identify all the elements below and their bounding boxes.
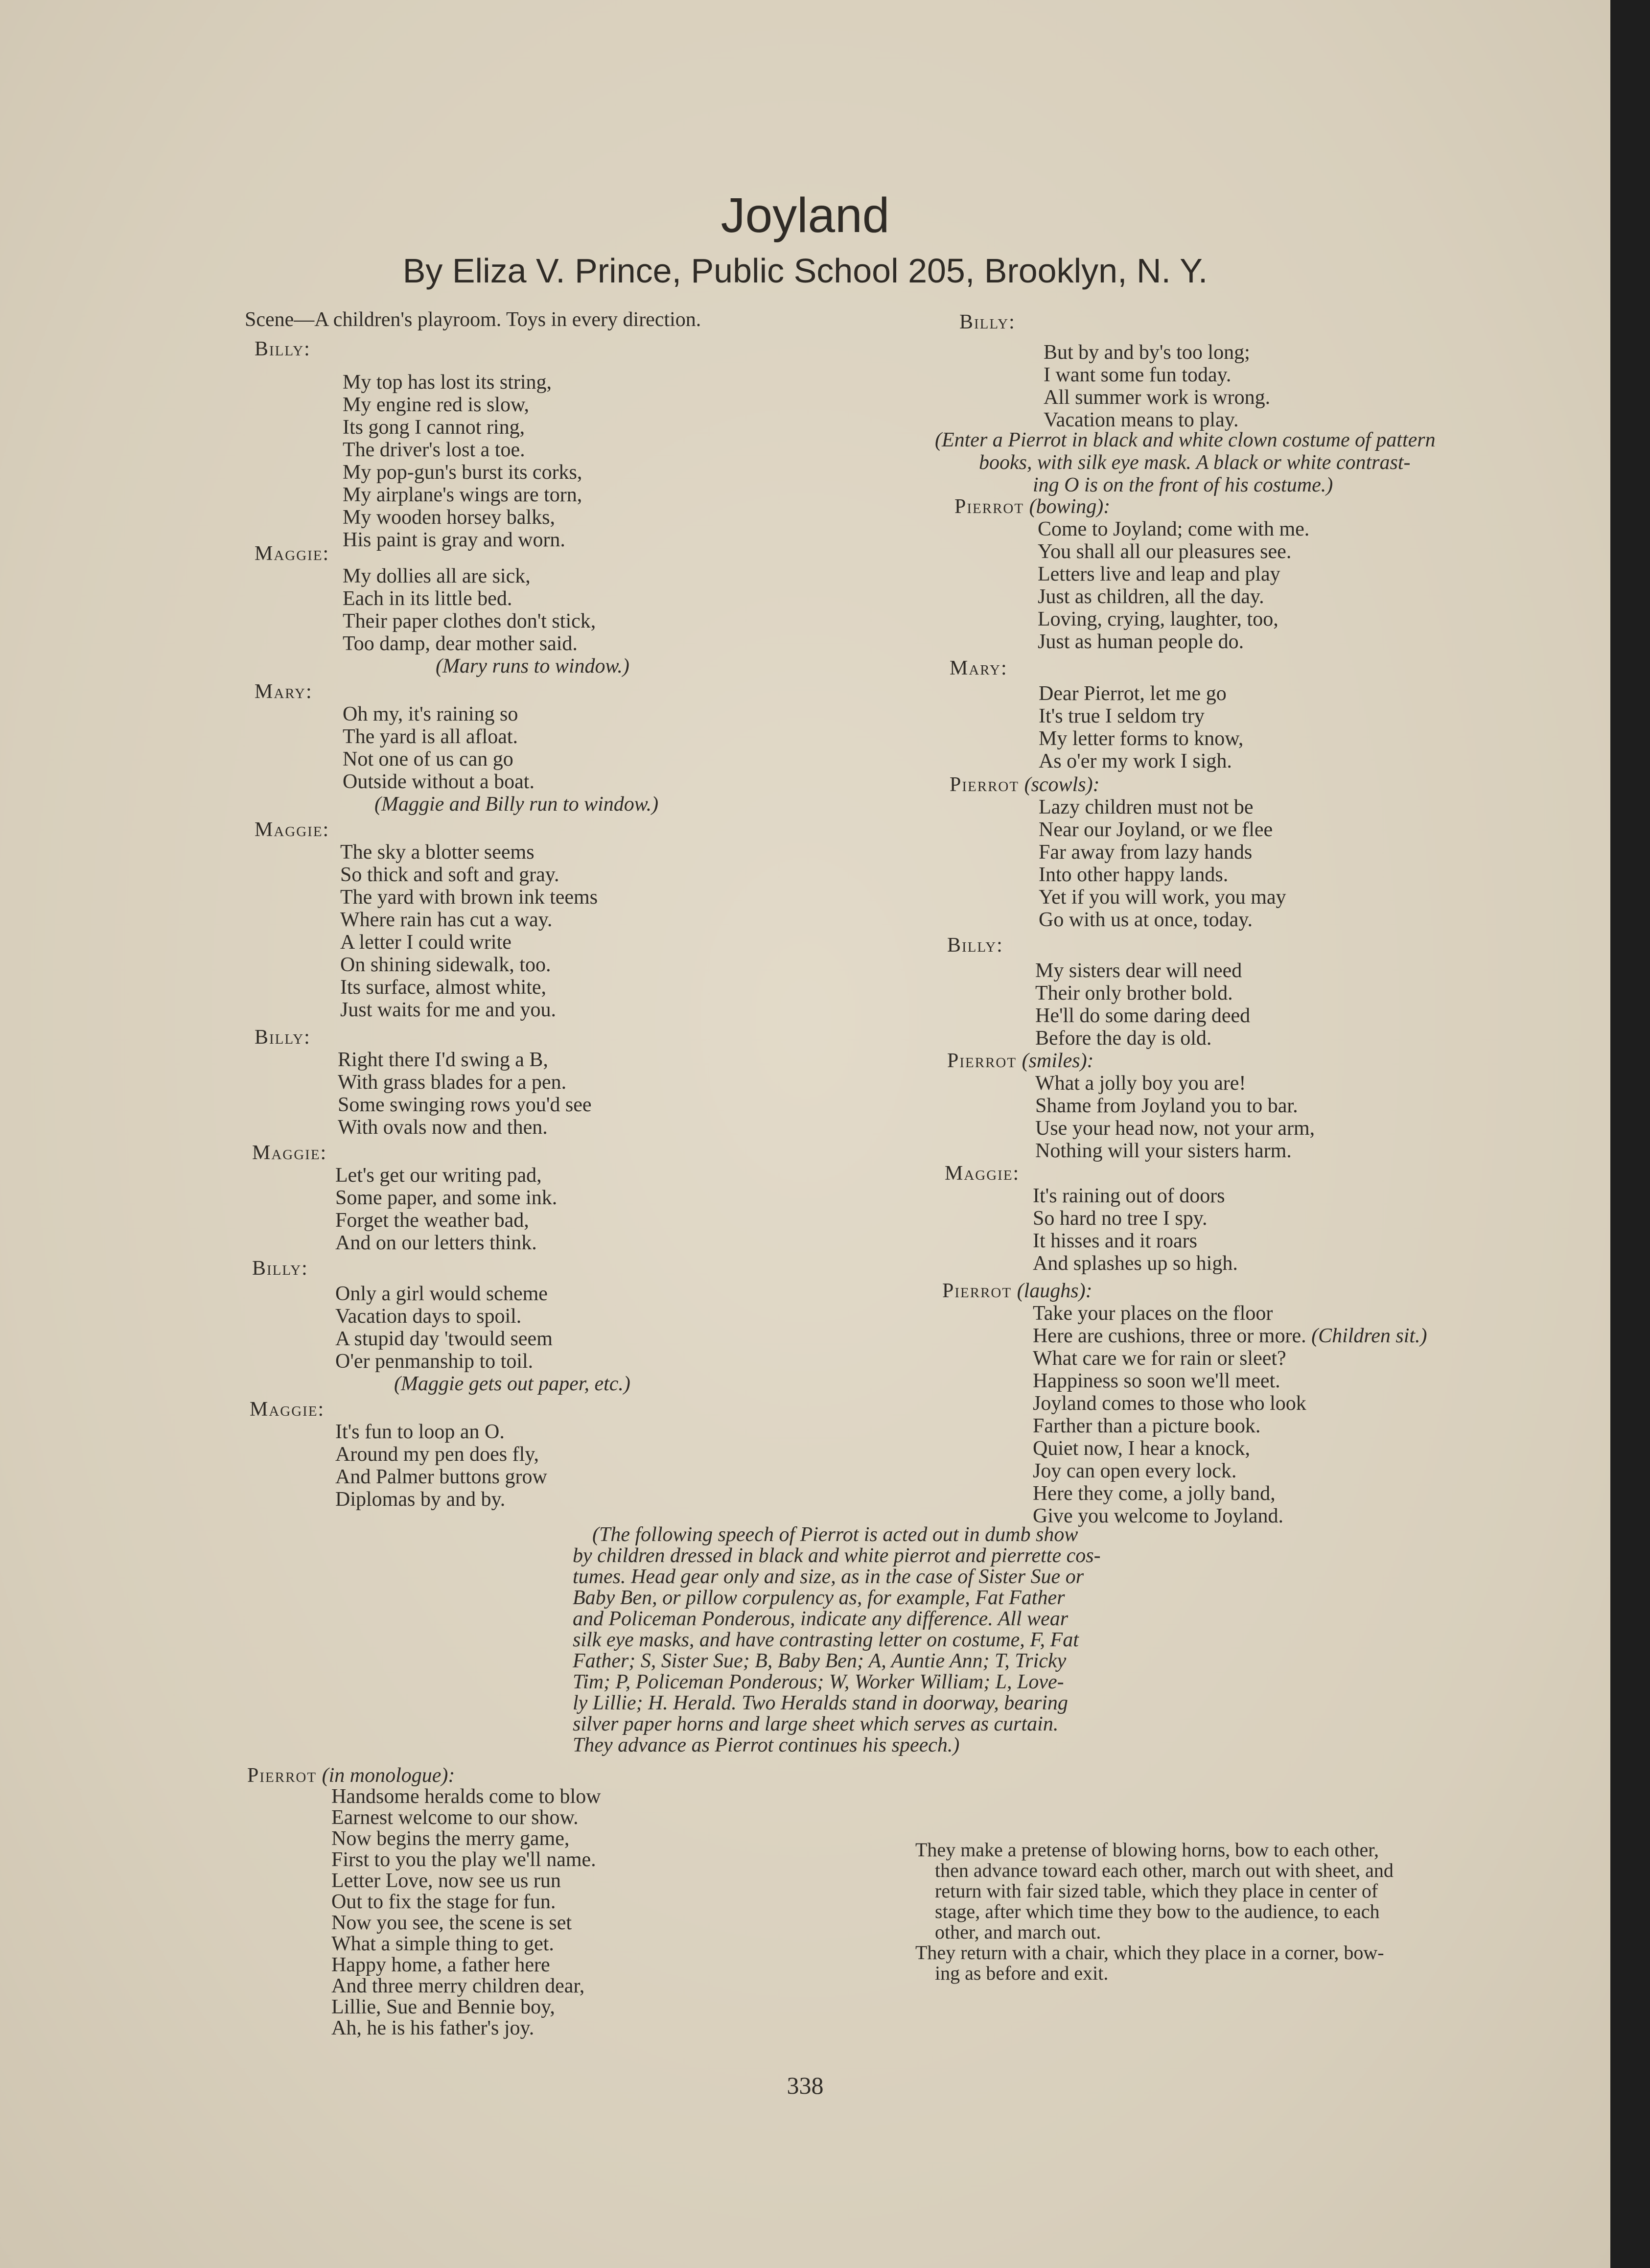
speaker-direction: (scowls): [1024, 773, 1100, 796]
prose-line: return with fair sized table, which they place in center of [935, 1880, 1378, 1902]
speech-billy-3 [252, 1257, 630, 1395]
verse-line: Joyland comes to those who look [1033, 1392, 1306, 1415]
speech-billy-4 [959, 311, 1270, 431]
direction-line: ly Lillie; H. Herald. Two Heralds stand in doorway, bearing [573, 1692, 1068, 1714]
speech-mary-2 [950, 657, 1243, 772]
verse-line: The sky a blotter seems [340, 841, 535, 864]
verse-line: My airplane's wings are torn, [343, 484, 582, 506]
verse-line: And three merry children dear, [331, 1975, 585, 1997]
verse-line: Handsome heralds come to blow [331, 1785, 601, 1808]
speaker-line [954, 495, 1309, 518]
prose-line: ing as before and exit. [935, 1962, 1109, 1984]
verse-line: Joy can open every lock. [1033, 1460, 1237, 1482]
speech-pierrot-2 [950, 773, 1286, 931]
speaker-label: Billy: [252, 1257, 308, 1280]
verse-line: You shall all our pleasures see. [1038, 540, 1292, 563]
speech-maggie-4 [250, 1398, 547, 1511]
verse [331, 1786, 601, 2039]
speaker-line [942, 1280, 1427, 1302]
verse-line: Now you see, the scene is set [331, 1912, 572, 1934]
speaker-label: Billy: [947, 934, 1003, 957]
verse-line: Here they come, a jolly band, [1033, 1482, 1276, 1505]
scene-description [245, 308, 701, 331]
verse-line: My letter forms to know, [1039, 727, 1244, 750]
verse-line: Use your head now, not your arm, [1035, 1117, 1315, 1140]
prose-line: other, and march out. [935, 1921, 1101, 1943]
verse-line: Their only brother bold. [1035, 982, 1233, 1005]
verse [1035, 1072, 1315, 1162]
direction-line: and Policeman Ponderous, indicate any difference. All wear [573, 1608, 1069, 1630]
speech-billy-2 [255, 1026, 592, 1139]
prose-line: They make a pretense of blowing horns, bow to each other, [915, 1839, 1379, 1861]
direction-line: Father; S, Sister Sue; B, Baby Ben; A, Auntie Ann; T, Tricky [573, 1650, 1067, 1672]
verse-line: The driver's lost a toe. [343, 439, 525, 461]
verse [1039, 796, 1286, 931]
verse-line: Shame from Joyland you to bar. [1035, 1095, 1298, 1117]
verse-line: On shining sidewalk, too. [340, 954, 551, 976]
verse-line: As o'er my work I sigh. [1039, 750, 1232, 772]
verse [1035, 959, 1250, 1050]
speech-billy-5 [947, 934, 1250, 1050]
verse-line: Dear Pierrot, let me go [1039, 682, 1227, 705]
verse-line: It's raining out of doors [1033, 1185, 1225, 1207]
direction-line: They advance as Pierrot continues his speech.) [573, 1734, 960, 1756]
verse-line: Happy home, a father here [331, 1954, 550, 1976]
verse-line: It's true I seldom try [1039, 705, 1205, 727]
verse-line: Oh my, it's raining so [343, 703, 518, 725]
verse-line: Go with us at once, today. [1039, 909, 1253, 931]
prose-line: stage, after which time they bow to the audience, to each [935, 1900, 1380, 1922]
prose-line: They return with a chair, which they place in a corner, bow- [915, 1941, 1384, 1964]
speaker-label: Pierrot [954, 495, 1024, 518]
verse-line: What a simple thing to get. [331, 1933, 554, 1955]
direction-line: silver paper horns and large sheet which serves as curtain. [573, 1713, 1059, 1735]
verse-line: Just as human people do. [1038, 631, 1244, 653]
verse-line: Out to fix the stage for fun. [331, 1891, 556, 1913]
verse [1033, 1185, 1238, 1275]
stage-direction: (Children sit.) [1311, 1325, 1427, 1347]
byline: By Eliza V. Prince, Public School 205, Brooklyn, N. Y. [402, 252, 1208, 290]
speech-pierrot-5 [247, 1765, 601, 2039]
verse-line: Outside without a boat. [343, 771, 535, 793]
speaker-label: Maggie: [945, 1162, 1020, 1185]
verse-line: So thick and soft and gray. [340, 864, 559, 886]
direction-line: (Enter a Pierrot in black and white clown costume of pattern [935, 429, 1436, 451]
verse-line: He'll do some daring deed [1035, 1005, 1251, 1027]
verse-line: Just as children, all the day. [1038, 585, 1264, 608]
speech-billy-1 [255, 338, 582, 551]
prose-line: then advance toward each other, march out with sheet, and [935, 1859, 1394, 1881]
stage-direction-pierrot-enters [935, 429, 1436, 496]
direction-line: silk eye masks, and have contrasting letter on costume, F, Fat [573, 1629, 1079, 1651]
verse-line: Give you welcome to Joyland. [1033, 1505, 1284, 1527]
verse-line: Quiet now, I hear a knock, [1033, 1437, 1250, 1460]
speech-mary-1 [255, 680, 658, 816]
verse-line: What a jolly boy you are! [1035, 1072, 1246, 1095]
speaker-line [950, 773, 1286, 796]
verse-line: Ah, he is his father's joy. [331, 2017, 535, 2039]
verse-line: Just waits for me and you. [340, 999, 556, 1021]
page-title: Joyland [720, 188, 890, 243]
verse-line: Vacation days to spoil. [335, 1305, 522, 1328]
verse [340, 841, 598, 1021]
verse-line: Earnest welcome to our show. [331, 1806, 579, 1829]
speaker-direction: (in monologue): [322, 1764, 455, 1787]
verse-line: Where rain has cut a way. [340, 909, 553, 931]
verse-line: Some paper, and some ink. [335, 1187, 558, 1209]
verse [335, 1421, 547, 1511]
verse-line: All summer work is wrong. [1044, 386, 1271, 409]
speaker-label: Pierrot [247, 1764, 317, 1787]
scene-text: Scene—A children's playroom. Toys in every direction. [245, 308, 701, 331]
speaker-label: Billy: [255, 338, 311, 360]
verse-line: Far away from lazy hands [1039, 841, 1253, 864]
verse-line: A stupid day 'twould seem [335, 1328, 553, 1350]
verse-line: His paint is gray and worn. [343, 529, 565, 551]
verse-line: Its surface, almost white, [340, 976, 547, 999]
speech-pierrot-3 [947, 1050, 1315, 1162]
verse-line: Happiness so soon we'll meet. [1033, 1370, 1280, 1392]
verse-line: My sisters dear will need [1035, 959, 1242, 982]
verse-line-text: Here are cushions, three or more. [1033, 1325, 1306, 1347]
verse-line: Forget the weather bad, [335, 1209, 529, 1232]
verse-line: Some swinging rows you'd see [338, 1094, 592, 1116]
speaker-label: Billy: [959, 311, 1016, 333]
speaker-direction: (smiles): [1022, 1050, 1094, 1072]
verse-line: Their paper clothes don't stick, [343, 610, 596, 632]
speaker-label: Pierrot [950, 773, 1020, 796]
verse-line: Letters live and leap and play [1038, 563, 1280, 585]
speaker-label: Pierrot [942, 1280, 1012, 1302]
verse-line: It hisses and it roars [1033, 1230, 1197, 1252]
verse-line: Take your places on the floor [1033, 1302, 1273, 1325]
verse-line: Now begins the merry game, [331, 1827, 570, 1850]
speech-maggie-3 [252, 1142, 557, 1254]
direction-line: tumes. Head gear only and size, as in the case of Sister Sue or [573, 1566, 1084, 1588]
direction-line: by children dressed in black and white pierrot and pierrette cos- [573, 1544, 1101, 1567]
verse-line: My engine red is slow, [343, 394, 530, 416]
verse-line: My top has lost its string, [343, 371, 552, 394]
stage-direction: (Mary runs to window.) [436, 655, 629, 678]
speaker-label: Maggie: [255, 542, 330, 565]
speaker-label: Mary: [255, 680, 313, 703]
verse [335, 1164, 557, 1254]
verse-line: With ovals now and then. [338, 1116, 548, 1139]
verse-line: Around my pen does fly, [335, 1443, 539, 1466]
verse-line: Diplomas by and by. [335, 1488, 506, 1511]
speaker-label: Pierrot [947, 1050, 1017, 1072]
verse-line: Each in its little bed. [343, 587, 512, 610]
verse-line: Farther than a picture book. [1033, 1415, 1261, 1437]
verse-line: It's fun to loop an O. [335, 1421, 505, 1443]
verse-line [1033, 1325, 1427, 1347]
speech-maggie-1 [255, 542, 629, 678]
verse-line: Lazy children must not be [1039, 796, 1254, 818]
direction-line: ing O is on the front of his costume.) [1033, 474, 1333, 496]
verse-line: What care we for rain or sleet? [1033, 1347, 1286, 1370]
verse-line: Nothing will your sisters harm. [1035, 1140, 1292, 1162]
speaker-label: Maggie: [252, 1142, 327, 1164]
speech-pierrot-4 [942, 1280, 1427, 1527]
verse-line: Near our Joyland, or we flee [1039, 818, 1273, 841]
verse [1044, 341, 1270, 431]
verse-line: Into other happy lands. [1039, 864, 1229, 886]
verse-line: With grass blades for a pen. [338, 1071, 567, 1094]
verse-line: And Palmer buttons grow [335, 1466, 547, 1488]
speaker-label: Mary: [950, 657, 1008, 679]
speaker-direction: (bowing): [1029, 495, 1111, 518]
verse [343, 565, 629, 655]
verse-line: And on our letters think. [335, 1232, 537, 1254]
verse [335, 1283, 630, 1373]
verse-line: First to you the play we'll name. [331, 1848, 596, 1871]
speaker-label: Billy: [255, 1026, 311, 1049]
verse-line: Let's get our writing pad, [335, 1164, 542, 1187]
verse-line: A letter I could write [340, 931, 511, 954]
speech-maggie-5 [945, 1162, 1238, 1275]
verse-line: Too damp, dear mother said. [343, 632, 578, 655]
verse-line: Loving, crying, laughter, too, [1038, 608, 1278, 631]
verse [338, 1049, 592, 1139]
page-edge-shadow [1610, 0, 1650, 2268]
speaker-direction: (laughs): [1017, 1280, 1092, 1302]
verse [1033, 1302, 1427, 1527]
verse-line: Lillie, Sue and Bennie boy, [331, 1996, 555, 2018]
verse-line: So hard no tree I spy. [1033, 1207, 1208, 1230]
speaker-line [947, 1050, 1315, 1072]
speech-pierrot-1 [954, 495, 1309, 653]
direction-line: Tim; P, Policeman Ponderous; W, Worker William; L, Love- [573, 1671, 1064, 1693]
stage-direction: (Maggie gets out paper, etc.) [394, 1373, 630, 1395]
verse [343, 371, 582, 551]
closing-directions [915, 1840, 1394, 1984]
verse-line: Vacation means to play. [1044, 409, 1239, 431]
verse-line: I want some fun today. [1044, 364, 1232, 386]
verse-line: My dollies all are sick, [343, 565, 531, 587]
stage-direction-dumb-show [573, 1524, 1101, 1756]
verse-line: Before the day is old. [1035, 1027, 1212, 1050]
verse-line: Letter Love, now see us run [331, 1870, 561, 1892]
direction-line: books, with silk eye mask. A black or white contrast- [979, 451, 1411, 474]
speech-maggie-2 [255, 818, 598, 1021]
verse-line: Its gong I cannot ring, [343, 416, 525, 439]
speaker-line [247, 1765, 601, 1786]
verse [1039, 682, 1243, 772]
verse-line: O'er penmanship to toil. [335, 1350, 534, 1373]
stage-direction: (Maggie and Billy run to window.) [374, 793, 659, 816]
verse-line: Right there I'd swing a B, [338, 1049, 548, 1071]
verse-line: The yard is all afloat. [343, 725, 518, 748]
verse [1038, 518, 1309, 653]
verse-line: My pop-gun's burst its corks, [343, 461, 582, 484]
verse [343, 703, 658, 793]
verse-line: Only a girl would scheme [335, 1283, 548, 1305]
speaker-label: Maggie: [250, 1398, 325, 1421]
verse-line: The yard with brown ink teems [340, 886, 598, 909]
verse-line: And splashes up so high. [1033, 1252, 1238, 1275]
speaker-label: Maggie: [255, 818, 330, 841]
verse-line: Not one of us can go [343, 748, 513, 771]
verse-line: Yet if you will work, you may [1039, 886, 1286, 909]
verse-line: My wooden horsey balks, [343, 506, 555, 529]
verse-line: But by and by's too long; [1044, 341, 1250, 364]
direction-line: Baby Ben, or pillow corpulency as, for example, Fat Father [573, 1587, 1065, 1609]
page-number: 338 [787, 2072, 824, 2099]
verse-line: Come to Joyland; come with me. [1038, 518, 1310, 540]
direction-line: (The following speech of Pierrot is acted out in dumb show [592, 1523, 1078, 1546]
